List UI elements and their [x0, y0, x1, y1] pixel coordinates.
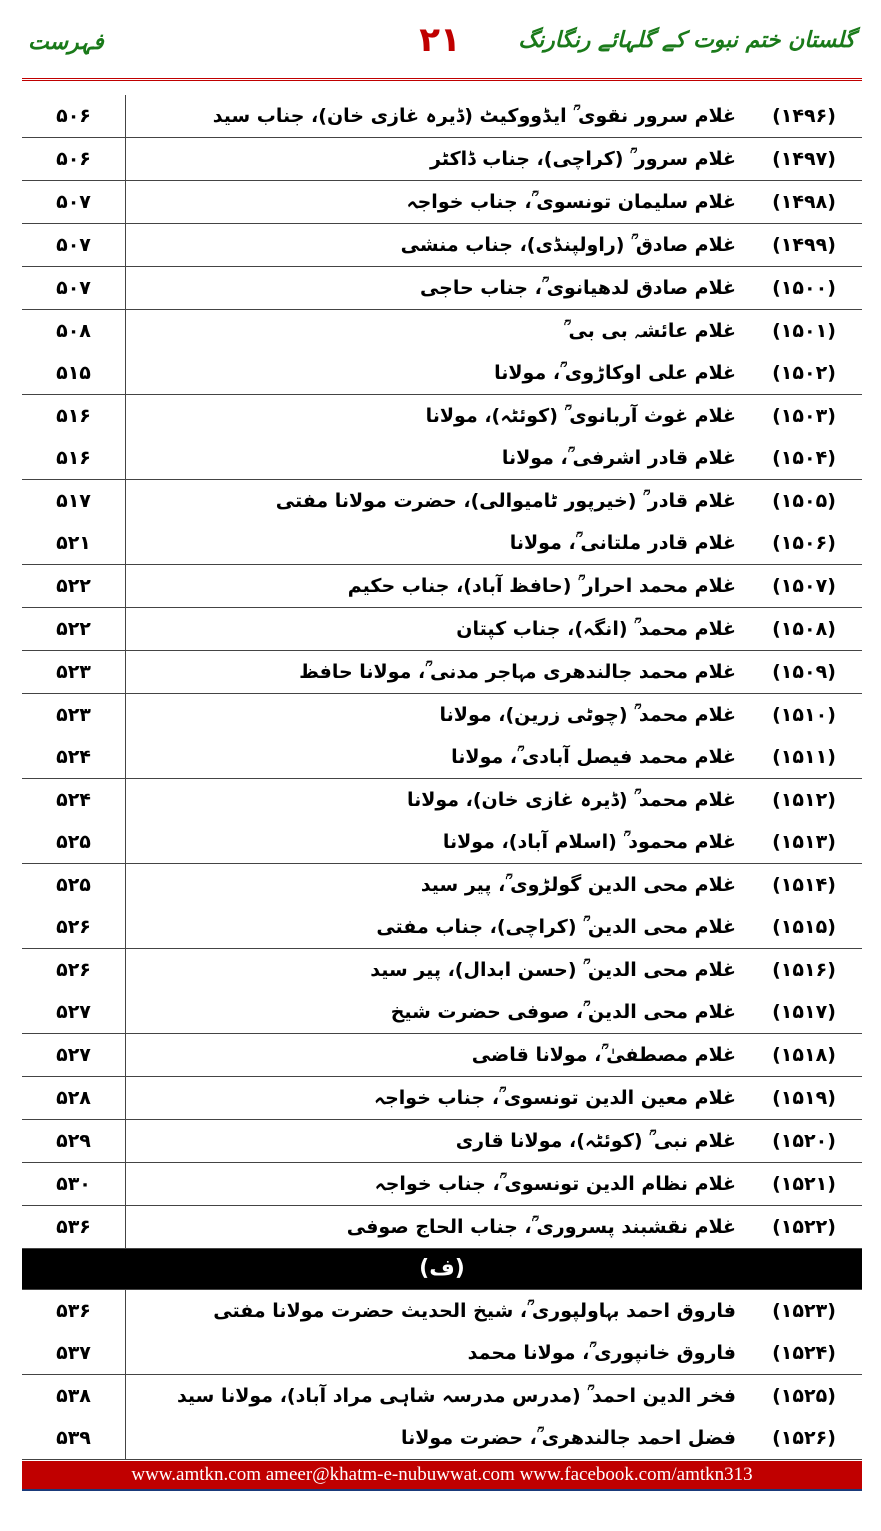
entry-number: (۱۴۹۹): [772, 234, 836, 256]
toc-row[interactable]: [22, 779, 862, 821]
entry-number: (۱۵۲۲): [772, 1216, 836, 1238]
entry-title: فاروق احمد بہاولپوری ؒ، شیخ الحدیث حضرت مولانا مفتی: [213, 1300, 736, 1322]
entry-group: [22, 1375, 862, 1460]
entry-title: غلام محی الدین گولڑوی ؒ، پیر سید: [420, 874, 736, 896]
entry-page: ۵۲۴: [56, 789, 91, 811]
entry-page: ۵۱۶: [56, 405, 91, 427]
entry-page: ۵۰۷: [56, 234, 91, 256]
toc-row[interactable]: [22, 480, 862, 522]
toc-row[interactable]: [22, 949, 862, 991]
toc-row[interactable]: [22, 864, 862, 906]
section-heading-bar: [22, 1249, 862, 1290]
entry-number: (۱۵۲۵): [772, 1385, 836, 1407]
entry-number: (۱۵۲۴): [772, 1342, 836, 1364]
entry-page: ۵۳۸: [56, 1385, 91, 1407]
entry-page: ۵۱۵: [56, 362, 91, 384]
entry-number: (۱۵۰۱): [772, 320, 836, 342]
entry-number: (۱۴۹۷): [772, 148, 836, 170]
entry-number: (۱۵۱۱): [772, 746, 836, 768]
section-heading-label: (ف): [419, 1256, 465, 1281]
entry-group: [22, 651, 862, 694]
entry-group: [22, 267, 862, 310]
entry-page: ۵۲۷: [56, 1044, 91, 1066]
entry-group: [22, 694, 862, 779]
toc-row[interactable]: [22, 395, 862, 437]
entry-number: (۱۵۱۶): [772, 959, 836, 981]
entry-title: غلام محمد جالندھری مہاجر مدنی ؒ، مولانا حافظ: [299, 661, 736, 683]
entry-page: ۵۲۸: [56, 1087, 91, 1109]
entry-title: غلام محی الدین ؒ، صوفی حضرت شیخ: [390, 1001, 736, 1023]
entry-page: ۵۰۶: [56, 148, 91, 170]
entry-title: فضل احمد جالندھری ؒ، حضرت مولانا: [401, 1427, 736, 1449]
entry-title: غلام محمد فیصل آبادی ؒ، مولانا: [451, 746, 736, 768]
entry-title: غلام محمد ؒ (انگہ)، جناب کپتان: [456, 618, 736, 640]
entry-number: (۱۵۲۰): [772, 1130, 836, 1152]
toc-row[interactable]: [22, 1206, 862, 1248]
entry-title: غلام نبی ؒ (کوئٹہ)، مولانا قاری: [455, 1130, 736, 1152]
entry-number: (۱۵۱۴): [772, 874, 836, 896]
entry-page: ۵۲۲: [56, 618, 91, 640]
entry-group: [22, 480, 862, 565]
entry-page: ۵۲۳: [56, 704, 91, 726]
toc-row[interactable]: [22, 224, 862, 266]
footer-links[interactable]: www.amtkn.com ameer@khatm-e-nubuwwat.com www.facebook.com/amtkn313: [131, 1464, 753, 1485]
entry-group: [22, 1120, 862, 1163]
entry-number: (۱۵۰۸): [772, 618, 836, 640]
toc-row[interactable]: [22, 1034, 862, 1076]
entry-number: (۱۵۱۸): [772, 1044, 836, 1066]
entry-page: ۵۰۷: [56, 277, 91, 299]
entry-number: (۱۵۱۵): [772, 916, 836, 938]
entry-number: (۱۵۲۶): [772, 1427, 836, 1449]
entry-number: (۱۵۱۲): [772, 789, 836, 811]
entry-title: غلام سرور نقوی ؒ ایڈووکیٹ (ڈیرہ غازی خان)، جناب سید: [212, 105, 736, 127]
toc-row[interactable]: [22, 1163, 862, 1205]
toc-row[interactable]: [22, 181, 862, 223]
entry-group: [22, 1290, 862, 1375]
entry-group: [22, 181, 862, 224]
entry-number: (۱۵۰۲): [772, 362, 836, 384]
toc-row[interactable]: [22, 138, 862, 180]
entry-number: (۱۵۰۴): [772, 447, 836, 469]
entry-group: [22, 1206, 862, 1249]
entry-title: غلام مصطفیٰ ؒ، مولانا قاضی: [471, 1044, 736, 1066]
entry-page: ۵۱۶: [56, 447, 91, 469]
entry-page: ۵۲۷: [56, 1001, 91, 1023]
page-number: ۲۱: [419, 20, 461, 60]
entry-title: غلام سلیمان تونسوی ؒ، جناب خواجہ: [406, 191, 736, 213]
entry-group: [22, 1077, 862, 1120]
entry-group: [22, 779, 862, 864]
toc-row[interactable]: [22, 310, 862, 352]
entry-title: فخر الدین احمد ؒ (مدرس مدرسہ شاہی مراد آباد)، مولانا سید: [176, 1385, 736, 1407]
entry-number: (۱۵۰۶): [772, 532, 836, 554]
toc-row[interactable]: [22, 1290, 862, 1332]
entry-title: غلام محی الدین ؒ (کراچی)، جناب مفتی: [376, 916, 736, 938]
entry-group: [22, 224, 862, 267]
toc-row[interactable]: [22, 1120, 862, 1162]
entry-title: غلام نقشبند پسروری ؒ، جناب الحاج صوفی: [346, 1216, 736, 1238]
entry-title: غلام قادر ؒ (خیرپور ٹامیوالی)، حضرت مولانا مفتی: [275, 490, 736, 512]
entry-group: [22, 395, 862, 480]
toc-row[interactable]: [22, 437, 862, 479]
entry-group: [22, 608, 862, 651]
toc-row[interactable]: [22, 906, 862, 948]
page-header: [0, 0, 881, 82]
entry-number: (۱۵۰۳): [772, 405, 836, 427]
entry-page: ۵۰۸: [56, 320, 91, 342]
toc-row[interactable]: [22, 991, 862, 1033]
toc-row[interactable]: [22, 608, 862, 650]
entry-title: غلام محمد ؒ (چوٹی زرین)، مولانا: [439, 704, 736, 726]
entry-group: [22, 1034, 862, 1077]
toc-row[interactable]: [22, 95, 862, 137]
entry-title: غلام غوث آربانوی ؒ (کوئٹہ)، مولانا: [425, 405, 736, 427]
entry-title: غلام سرور ؒ (کراچی)، جناب ڈاکٹر: [430, 148, 736, 170]
entry-title: فاروق خانپوری ؒ، مولانا محمد: [467, 1342, 736, 1364]
toc-row[interactable]: [22, 267, 862, 309]
entry-number: (۱۵۱۰): [772, 704, 836, 726]
entry-group: [22, 1163, 862, 1206]
entry-number: (۱۴۹۸): [772, 191, 836, 213]
entry-number: (۱۵۲۳): [772, 1300, 836, 1322]
header-divider: [22, 78, 862, 81]
entry-group: [22, 95, 862, 138]
entry-page: ۵۳۰: [56, 1173, 91, 1195]
entry-page: ۵۳۹: [56, 1427, 91, 1449]
entry-title: غلام صادق ؒ (راولپنڈی)، جناب منشی: [400, 234, 736, 256]
toc-row[interactable]: [22, 694, 862, 736]
entry-title: غلام محی الدین ؒ (حسن ابدال)، پیر سید: [370, 959, 736, 981]
entry-group: [22, 310, 862, 395]
entry-page: ۵۲۵: [56, 831, 91, 853]
toc-row[interactable]: [22, 736, 862, 778]
entry-title: غلام صادق لدھیانوی ؒ، جناب حاجی: [419, 277, 736, 299]
entry-page: ۵۲۹: [56, 1130, 91, 1152]
entry-number: (۱۵۰۵): [772, 490, 836, 512]
entry-number: (۱۵۱۷): [772, 1001, 836, 1023]
entry-title: غلام قادر اشرفی ؒ، مولانا: [501, 447, 736, 469]
entry-number: (۱۴۹۶): [772, 105, 836, 127]
entry-title: غلام محمود ؒ (اسلام آباد)، مولانا: [442, 831, 736, 853]
entry-number: (۱۵۰۷): [772, 575, 836, 597]
entry-page: ۵۲۶: [56, 959, 91, 981]
toc-row[interactable]: [22, 1077, 862, 1119]
toc-row[interactable]: [22, 1332, 862, 1374]
toc-row[interactable]: [22, 522, 862, 564]
entry-title: غلام معین الدین تونسوی ؒ، جناب خواجہ: [373, 1087, 736, 1109]
entry-title: غلام نظام الدین تونسوی ؒ، جناب خواجہ: [374, 1173, 736, 1195]
entry-page: ۵۲۶: [56, 916, 91, 938]
entry-page: ۵۰۷: [56, 191, 91, 213]
entry-number: (۱۵۱۳): [772, 831, 836, 853]
entry-page: ۵۲۳: [56, 661, 91, 683]
entry-title: غلام عائشہ بی بی ؒ: [563, 320, 736, 342]
footer-bar: [22, 1461, 862, 1491]
entry-group: [22, 949, 862, 1034]
entry-number: (۱۵۱۹): [772, 1087, 836, 1109]
entry-page: ۵۰۶: [56, 105, 91, 127]
entry-title: غلام علی اوکاڑوی ؒ، مولانا: [494, 362, 736, 384]
entry-page: ۵۲۲: [56, 575, 91, 597]
entry-page: ۵۱۷: [56, 490, 91, 512]
toc-row[interactable]: [22, 1375, 862, 1417]
toc-row[interactable]: [22, 651, 862, 693]
entry-title: غلام محمد احرار ؒ (حافظ آباد)، جناب حکیم: [347, 575, 736, 597]
entry-group: [22, 565, 862, 608]
entry-group: [22, 864, 862, 949]
entry-page: ۵۳۶: [56, 1300, 91, 1322]
entry-page: ۵۳۷: [56, 1342, 91, 1364]
toc-row[interactable]: [22, 565, 862, 607]
toc-row[interactable]: [22, 352, 862, 394]
entry-page: ۵۲۴: [56, 746, 91, 768]
toc-row[interactable]: [22, 1417, 862, 1459]
entry-group: [22, 138, 862, 181]
entry-page: ۵۲۱: [56, 532, 91, 554]
entry-title: غلام قادر ملتانی ؒ، مولانا: [509, 532, 736, 554]
entry-number: (۱۵۰۹): [772, 661, 836, 683]
entry-number: (۱۵۰۰): [772, 277, 836, 299]
entry-page: ۵۲۵: [56, 874, 91, 896]
entry-number: (۱۵۲۱): [772, 1173, 836, 1195]
header-index-label: فہرست: [28, 30, 104, 55]
entry-page: ۵۳۶: [56, 1216, 91, 1238]
book-title: گلستان ختم نبوت کے گلہائے رنگارنگ: [518, 28, 855, 53]
entry-title: غلام محمد ؒ (ڈیرہ غازی خان)، مولانا: [406, 789, 736, 811]
toc-row[interactable]: [22, 821, 862, 863]
table-of-contents: [22, 95, 862, 1460]
